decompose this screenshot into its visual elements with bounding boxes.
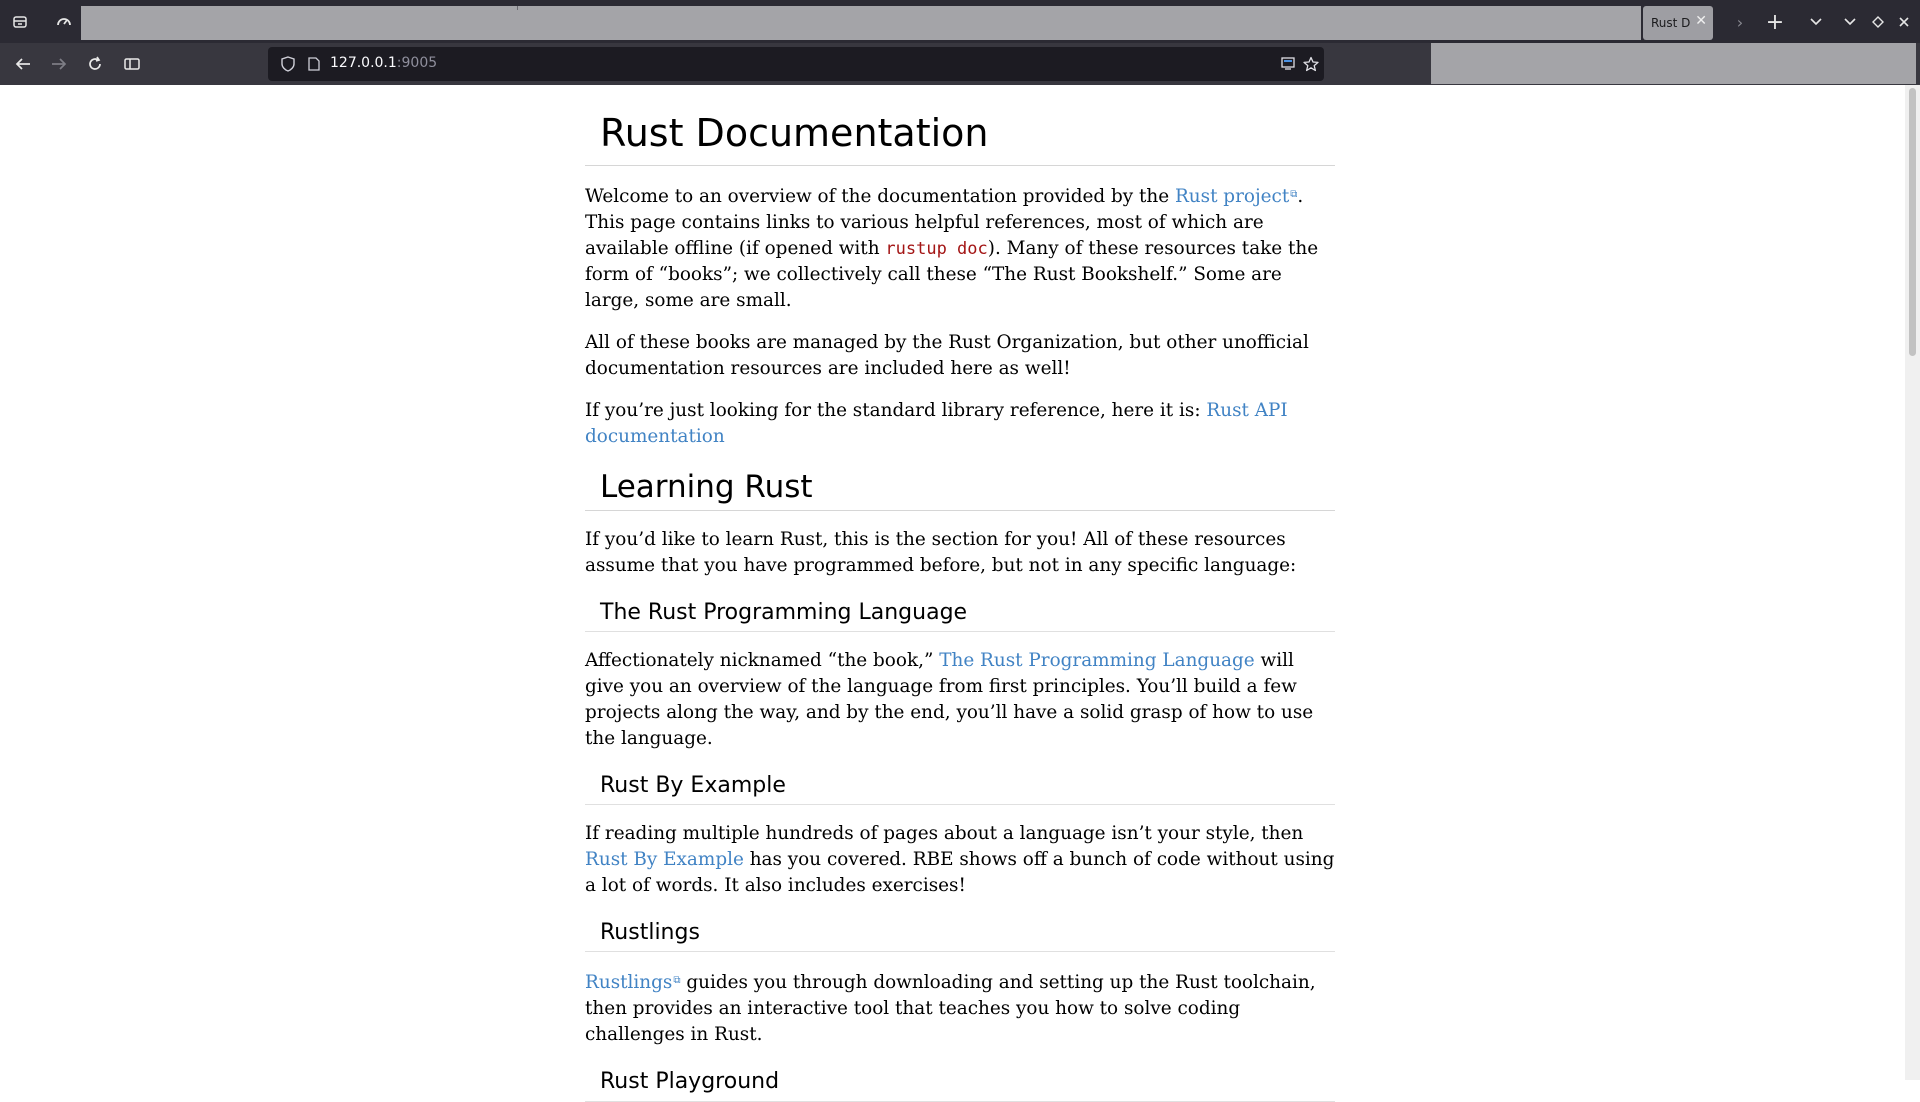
rust-project-link-text: Rust project [1174,185,1290,207]
rustlings-text: guides you through downloading and setting up the Rust toolchain, then provides an interactive tool that teaches you how to solve coding challenges in Rust. [585,972,1316,1046]
playground-heading: Rust Playground [585,1070,1335,1101]
book-paragraph [585,648,1335,752]
rustlings-heading: Rustlings [585,921,1335,952]
sidebar-icon[interactable] [116,48,148,80]
intro-text: Welcome to an overview of the documentation provided by the [585,185,1175,207]
book-text: Affectionately nicknamed “the book,” [585,650,940,672]
tab-strip [81,6,1641,40]
intro-paragraph-2: All of these books are managed by the Rust Organization, but other unofficial documentation resources are included here as well! [585,331,1309,379]
rust-api-docs-link[interactable]: Rust API documentation [585,399,1288,447]
rustlings-link-text: Rustlings [585,972,673,994]
rust-by-example-link[interactable]: Rust By Example [585,849,744,871]
plus-icon[interactable]: + [1765,9,1785,35]
back-arrow-icon[interactable] [7,48,39,80]
url-host: 127.0.0.1 [330,55,397,71]
tab-title: Rust D [1651,16,1691,30]
rbe-heading: Rust By Example [585,774,1335,805]
firefox-view-icon[interactable] [48,6,80,38]
book-text: will give you an overview of the language from first principles. You’ll build a few projects along the way, and by the end, you’ll have a solid grasp of how to use the language. [585,650,1314,750]
learning-rust-heading: Learning Rust [585,470,1335,511]
tab-overview-icon[interactable] [4,6,36,38]
active-tab[interactable] [1643,6,1713,40]
forward-arrow-icon[interactable] [43,48,75,80]
page-title: Rust Documentation [585,113,1335,166]
url-port: :9005 [396,55,438,71]
rust-book-link[interactable]: The Rust Programming Language [939,650,1255,672]
url-text[interactable] [330,55,437,71]
window-close-icon[interactable] [1888,6,1920,38]
shield-icon[interactable] [278,54,298,74]
external-link-icon: ⧉ [1290,188,1298,200]
url-bar[interactable] [268,47,1324,81]
reload-icon[interactable] [79,48,111,80]
rbe-paragraph [585,821,1335,899]
rbe-text: If reading multiple hundreds of pages about a language isn’t your style, then [585,823,1304,845]
intro-text: . This page contains links to various helpful references, most of which are available offline (if opened with [585,185,1304,259]
page-scrollbar-thumb[interactable] [1909,88,1916,356]
scroll-tabs-right-icon[interactable]: › [1736,12,1744,32]
rustlings-link[interactable] [585,972,680,993]
intro-paragraph-3 [585,398,1335,450]
bookmark-star-icon[interactable] [1301,54,1321,74]
rbe-text: has you covered. RBE shows off a bunch of code without using a lot of words. It also includes exercises! [585,849,1335,897]
page-viewport [0,85,1905,1095]
learning-intro-paragraph: If you’d like to learn Rust, this is the section for you! All of these resources assume that you have programmed before, but not in any specific language: [585,528,1297,576]
tab-bar [0,0,1920,43]
reader-view-icon[interactable] [1278,54,1298,74]
main-content [585,85,1335,1102]
page-icon[interactable] [304,54,324,74]
rustup-doc-code: rustup doc [885,238,988,259]
external-link-icon: ⧉ [673,975,681,987]
intro-text: ). Many of these resources take the form of “books”; we collectively call these “The Rust Bookshelf.” Some are large, some are small. [585,237,1319,311]
rustlings-paragraph [585,968,1335,1048]
close-icon[interactable]: ✕ [1695,13,1707,29]
intro-text: If you’re just looking for the standard library reference, here it is: [585,399,1207,421]
chevron-down-icon[interactable] [1800,6,1832,38]
extension-panel [1431,43,1916,84]
rust-project-link[interactable] [1175,186,1297,207]
intro-paragraph-1 [585,182,1335,314]
book-heading: The Rust Programming Language [585,601,1335,632]
